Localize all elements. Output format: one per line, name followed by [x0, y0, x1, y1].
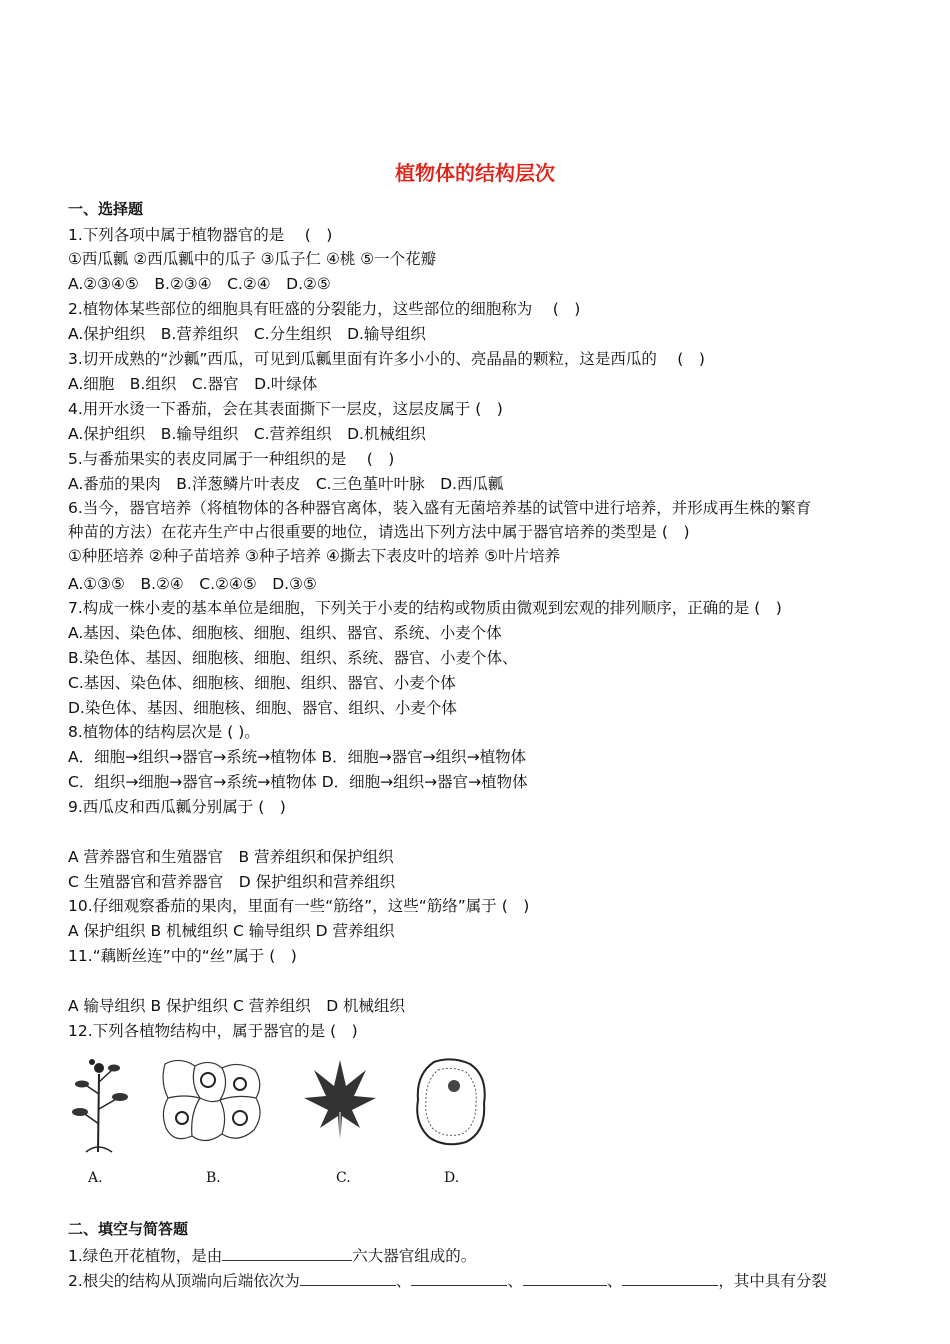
figure-label-d: D. — [444, 1170, 460, 1186]
question-line: 7.构成一株小麦的基本单位是细胞，下列关于小麦的结构或物质由微观到宏观的排列顺序，正确的是 ( ) — [68, 599, 782, 617]
question-line: A.保护组织 B.输导组织 C.营养组织 D.机械组织 — [68, 425, 426, 443]
question-line: A 输导组织 B 保护组织 C 营养组织 D 机械组织 — [68, 997, 406, 1015]
answer-blank[interactable] — [300, 1271, 396, 1286]
question-line: A.②③④⑤ B.②③④ C.②④ D.②⑤ — [68, 275, 331, 293]
question-line: C．组织→细胞→器官→系统→植物体 D．细胞→组织→器官→植物体 — [68, 773, 528, 791]
fill-text: ，其中具有分裂 — [718, 1272, 827, 1290]
question-line: ①种胚培养 ②种子苗培养 ③种子培养 ④撕去下表皮叶的培养 ⑤叶片培养 — [68, 547, 561, 565]
fill-question-2 — [68, 1271, 827, 1291]
question-line: A 营养器官和生殖器官 B 营养组织和保护组织 — [68, 848, 394, 866]
question-line: B.染色体、基因、细胞核、细胞、组织、系统、器官、小麦个体、 — [68, 649, 518, 667]
question-line: 12.下列各植物结构中，属于器官的是 ( ) — [68, 1022, 358, 1040]
question-line: 6.当今，器官培养（将植物体的各种器官离体，装入盛有无菌培养基的试管中进行培养，并形成再生株的繁育 — [68, 499, 812, 517]
question-line: 9.西瓜皮和西瓜瓤分别属于 ( ) — [68, 798, 286, 816]
answer-blank[interactable] — [523, 1271, 607, 1286]
question-line: 8.植物体的结构层次是 ( )。 — [68, 723, 260, 741]
question-line: 2.植物体某些部位的细胞具有旺盛的分裂能力，这些部位的细胞称为 ( ) — [68, 300, 581, 318]
question-line: A 保护组织 B 机械组织 C 输导组织 D 营养组织 — [68, 922, 395, 940]
question-line: A.细胞 B.组织 C.器官 D.叶绿体 — [68, 375, 318, 393]
question-line: 种苗的方法）在花卉生产中占很重要的地位，请选出下列方法中属于器官培养的类型是 ( ) — [68, 523, 690, 541]
question-line: A.①③⑤ B.②④ C.②④⑤ D.③⑤ — [68, 575, 317, 593]
q12-figures — [60, 1048, 500, 1193]
question-line: C.基因、染色体、细胞核、细胞、组织、器官、小麦个体 — [68, 674, 456, 692]
question-line: ①西瓜瓤 ②西瓜瓤中的瓜子 ③瓜子仁 ④桃 ⑤一个花瓣 — [68, 250, 437, 268]
figure-label-b: B. — [206, 1170, 221, 1186]
leaf-figure-c — [302, 1056, 378, 1148]
fill-text: 2.根尖的结构从顶端向后端依次为 — [68, 1272, 300, 1290]
question-line: 1.下列各项中属于植物器官的是 ( ) — [68, 226, 333, 244]
answer-blank[interactable] — [222, 1246, 352, 1261]
answer-blank[interactable] — [622, 1271, 718, 1286]
question-line: C 生殖器官和营养器官 D 保护组织和营养组织 — [68, 873, 396, 891]
plant-figure-a — [68, 1054, 130, 1154]
tissue-figure-b — [160, 1054, 270, 1149]
section-heading-fill: 二、填空与简答题 — [68, 1220, 189, 1238]
fill-text: 六大器官组成的。 — [352, 1247, 477, 1265]
figure-label-a: A. — [88, 1170, 103, 1186]
question-line: D.染色体、基因、细胞核、细胞、器官、组织、小麦个体 — [68, 699, 457, 717]
page-title: 植物体的结构层次 — [395, 161, 555, 185]
question-line: A.番茄的果肉 B.洋葱鳞片叶表皮 C.三色堇叶叶脉 D.西瓜瓤 — [68, 475, 504, 493]
section-heading-choice: 一、选择题 — [68, 200, 144, 218]
question-line: A.基因、染色体、细胞核、细胞、组织、器官、系统、小麦个体 — [68, 624, 502, 642]
answer-blank[interactable] — [411, 1271, 507, 1286]
separator: 、 — [606, 1272, 623, 1290]
question-line: 11.“藕断丝连”中的“丝”属于 ( ) — [68, 947, 297, 965]
question-line: 4.用开水烫一下番茄，会在其表面撕下一层皮，这层皮属于 ( ) — [68, 400, 503, 418]
fill-text: 1.绿色开花植物，是由 — [68, 1247, 223, 1265]
cell-figure-d — [412, 1056, 492, 1148]
fill-question-1 — [68, 1246, 476, 1266]
question-line: 3.切开成熟的“沙瓤”西瓜，可见到瓜瓤里面有许多小小的、亮晶晶的颗粒，这是西瓜的 ( ) — [68, 350, 705, 368]
separator: 、 — [507, 1272, 523, 1290]
separator: 、 — [395, 1272, 412, 1290]
question-line: 5.与番茄果实的表皮同属于一种组织的是 ( ) — [68, 450, 395, 468]
question-line: A.保护组织 B.营养组织 C.分生组织 D.输导组织 — [68, 325, 426, 343]
figure-label-c: C. — [336, 1170, 351, 1186]
question-line: A．细胞→组织→器官→系统→植物体 B．细胞→器官→组织→植物体 — [68, 748, 527, 766]
question-line: 10.仔细观察番茄的果肉，里面有一些“筋络”，这些“筋络”属于 ( ) — [68, 897, 530, 915]
